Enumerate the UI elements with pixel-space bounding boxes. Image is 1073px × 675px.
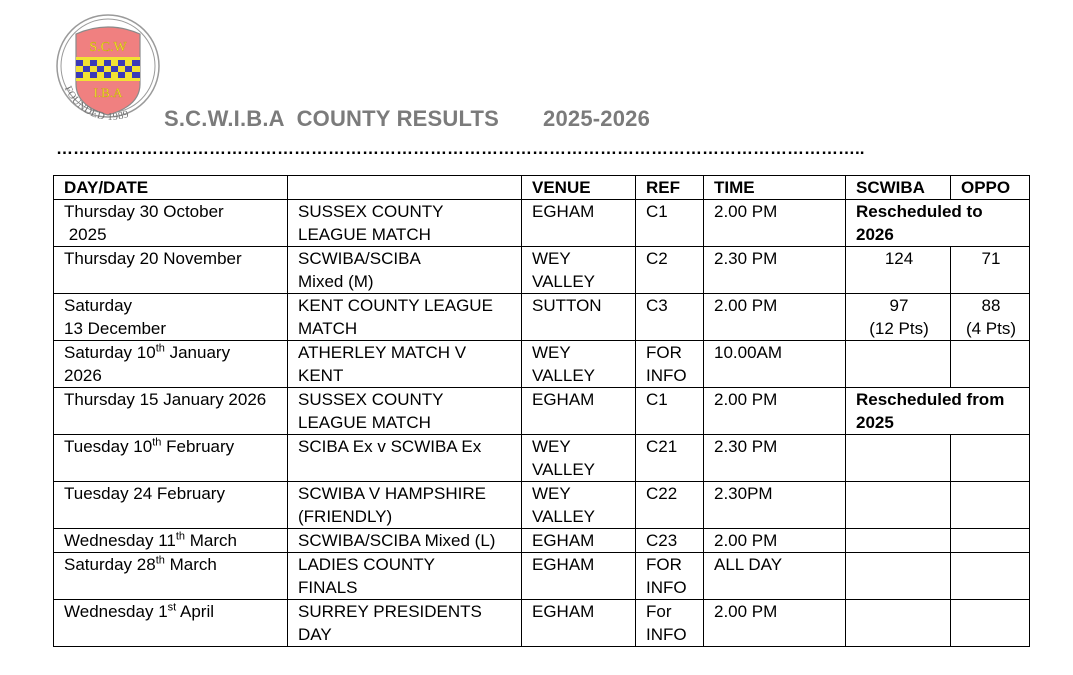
oppo-score-cell [951, 553, 1030, 600]
logo-founded-text: FOUNDED 1989 [61, 84, 131, 123]
time-cell: 2.00 PM [704, 388, 846, 435]
col-header-venue: VENUE [522, 176, 636, 200]
venue-cell: WEY VALLEY [522, 247, 636, 294]
venue-cell: EGHAM [522, 388, 636, 435]
table-row [54, 600, 1030, 647]
event-cell: SURREY PRESIDENTS DAY [288, 600, 522, 647]
date-cell: Wednesday 1st April [54, 600, 288, 647]
time-cell: ALL DAY [704, 553, 846, 600]
event-cell: SCWIBA V HAMPSHIRE (FRIENDLY) [288, 482, 522, 529]
table-row [54, 294, 1030, 341]
scwiba-score-cell [846, 482, 951, 529]
table-row [54, 482, 1030, 529]
date-cell: Saturday 10th January 2026 [54, 341, 288, 388]
scwiba-score-cell [846, 600, 951, 647]
page-title [164, 106, 650, 132]
venue-cell: WEY VALLEY [522, 341, 636, 388]
oppo-score-cell [951, 341, 1030, 388]
logo-top-text: S.C.W [89, 40, 127, 55]
title-season: 2025-2026 [543, 106, 651, 131]
time-cell: 2.00 PM [704, 294, 846, 341]
scwiba-score-cell: 124 [846, 247, 951, 294]
table-row [54, 247, 1030, 294]
time-cell: 10.00AM [704, 341, 846, 388]
time-cell: 2.00 PM [704, 529, 846, 553]
scwiba-score-cell [846, 341, 951, 388]
club-logo [54, 14, 166, 130]
oppo-score-cell [951, 482, 1030, 529]
results-table [53, 175, 1030, 647]
event-cell: SCWIBA/SCIBA Mixed (L) [288, 529, 522, 553]
ref-cell: C22 [636, 482, 704, 529]
table-row [54, 341, 1030, 388]
dotted-separator: …………………………………………………………………………………………………………………………….. [56, 139, 865, 155]
venue-cell: WEY VALLEY [522, 482, 636, 529]
ref-cell: C1 [636, 388, 704, 435]
event-cell: SCWIBA/SCIBA Mixed (M) [288, 247, 522, 294]
date-cell: Tuesday 10th February [54, 435, 288, 482]
date-cell: Thursday 20 November [54, 247, 288, 294]
oppo-score-cell [951, 435, 1030, 482]
ref-cell: FOR INFO [636, 341, 704, 388]
event-cell: SUSSEX COUNTY LEAGUE MATCH [288, 388, 522, 435]
event-cell: LADIES COUNTY FINALS [288, 553, 522, 600]
time-cell: 2.00 PM [704, 200, 846, 247]
col-header-scwiba: SCWIBA [846, 176, 951, 200]
col-header-ref: REF [636, 176, 704, 200]
time-cell: 2.30 PM [704, 435, 846, 482]
table-row [54, 435, 1030, 482]
event-cell: SCIBA Ex v SCWIBA Ex [288, 435, 522, 482]
venue-cell: EGHAM [522, 200, 636, 247]
table-row [54, 200, 1030, 247]
ref-cell: C1 [636, 200, 704, 247]
table-row [54, 553, 1030, 600]
venue-cell: WEY VALLEY [522, 435, 636, 482]
date-cell: Thursday 30 October 2025 [54, 200, 288, 247]
venue-cell: SUTTON [522, 294, 636, 341]
ref-cell: For INFO [636, 600, 704, 647]
date-cell: Wednesday 11th March [54, 529, 288, 553]
scwiba-score-cell [846, 435, 951, 482]
oppo-score-cell [951, 600, 1030, 647]
oppo-score-cell [951, 529, 1030, 553]
scwiba-score-cell [846, 553, 951, 600]
oppo-score-cell: 71 [951, 247, 1030, 294]
col-header-event [288, 176, 522, 200]
scwiba-score-cell [846, 529, 951, 553]
col-header-time: TIME [704, 176, 846, 200]
scwiba-score-cell: 97 (12 Pts) [846, 294, 951, 341]
time-cell: 2.00 PM [704, 600, 846, 647]
table-row [54, 529, 1030, 553]
venue-cell: EGHAM [522, 600, 636, 647]
ref-cell: C21 [636, 435, 704, 482]
ref-cell: FOR INFO [636, 553, 704, 600]
date-cell: Saturday 13 December [54, 294, 288, 341]
date-cell: Saturday 28th March [54, 553, 288, 600]
event-cell: KENT COUNTY LEAGUE MATCH [288, 294, 522, 341]
event-cell: ATHERLEY MATCH V KENT [288, 341, 522, 388]
date-cell: Thursday 15 January 2026 [54, 388, 288, 435]
oppo-score-cell: 88 (4 Pts) [951, 294, 1030, 341]
ref-cell: C2 [636, 247, 704, 294]
result-note-cell: Rescheduled to 2026 [846, 200, 1030, 247]
result-note-cell: Rescheduled from 2025 [846, 388, 1030, 435]
table-header-row [54, 176, 1030, 200]
shield-emblem-icon [54, 14, 166, 130]
col-header-date: DAY/DATE [54, 176, 288, 200]
time-cell: 2.30PM [704, 482, 846, 529]
time-cell: 2.30 PM [704, 247, 846, 294]
table-row [54, 388, 1030, 435]
venue-cell: EGHAM [522, 529, 636, 553]
logo-bottom-text: I.B.A [93, 85, 123, 100]
venue-cell: EGHAM [522, 553, 636, 600]
title-main: S.C.W.I.B.A COUNTY RESULTS [164, 106, 500, 131]
ref-cell: C3 [636, 294, 704, 341]
date-cell: Tuesday 24 February [54, 482, 288, 529]
col-header-oppo: OPPO [951, 176, 1030, 200]
event-cell: SUSSEX COUNTY LEAGUE MATCH [288, 200, 522, 247]
ref-cell: C23 [636, 529, 704, 553]
